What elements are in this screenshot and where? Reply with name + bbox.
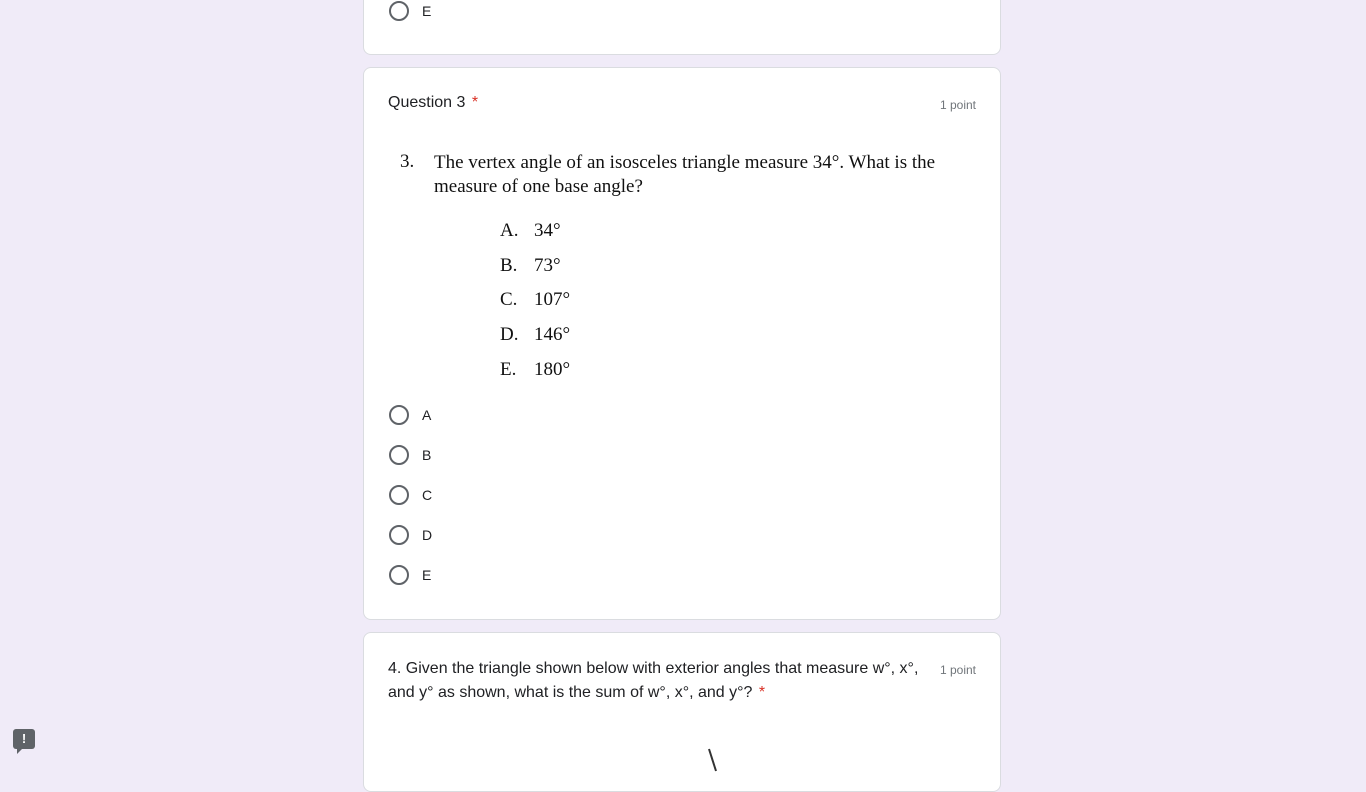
question-4-card: [363, 632, 1001, 792]
choice-value: 34°: [534, 220, 561, 241]
radio-option-e-prev[interactable]: [388, 0, 431, 23]
image-choice-e: [500, 359, 570, 381]
option-label: A: [422, 407, 432, 423]
radio-button[interactable]: [389, 485, 409, 505]
radio-button[interactable]: [389, 405, 409, 425]
choice-letter: B.: [500, 255, 518, 276]
required-asterisk: *: [471, 94, 479, 111]
option-label: E: [422, 567, 432, 583]
question-image-text: The vertex angle of an isosceles triangle measure 34°. What is the measure of one base angle?: [434, 152, 936, 197]
radio-button[interactable]: [389, 1, 409, 21]
question-image: [400, 150, 980, 386]
points-label: 1 point: [939, 663, 976, 677]
choice-value: 180°: [534, 359, 571, 380]
image-choice-d: [500, 324, 570, 346]
choice-value: 73°: [534, 255, 561, 276]
radio-option-a[interactable]: [388, 403, 431, 427]
choice-value: 107°: [534, 289, 571, 310]
previous-question-card: [363, 0, 1001, 55]
image-choice-a: [500, 220, 561, 242]
radio-button[interactable]: [389, 525, 409, 545]
choice-letter: E.: [500, 359, 517, 380]
radio-button[interactable]: [389, 565, 409, 585]
image-choice-b: [500, 255, 561, 277]
radio-option-b[interactable]: [388, 443, 431, 467]
choice-letter: A.: [500, 220, 519, 241]
option-label: D: [422, 527, 433, 543]
question-title-text: Question 3: [388, 94, 466, 111]
question-3-card: [363, 67, 1001, 620]
radio-option-e[interactable]: [388, 563, 431, 587]
report-feedback-icon[interactable]: [13, 729, 35, 749]
radio-button[interactable]: [389, 445, 409, 465]
choice-value: 146°: [534, 324, 571, 345]
choice-letter: D.: [500, 324, 519, 345]
question-title: [388, 657, 933, 705]
triangle-diagram-fragment: [704, 745, 724, 775]
image-choice-c: [500, 289, 570, 311]
required-asterisk: *: [758, 684, 766, 701]
option-label: B: [422, 447, 432, 463]
question-title-text: 4. Given the triangle shown below with exterior angles that measure w°, x°, and y° as shown, what is the sum of w°, x°, and y°?: [388, 660, 919, 701]
option-label: E: [422, 3, 432, 19]
choice-letter: C.: [500, 289, 518, 310]
option-label: C: [422, 487, 433, 503]
radio-option-d[interactable]: [388, 523, 432, 547]
points-label: 1 point: [939, 98, 976, 112]
question-title: [388, 94, 478, 112]
radio-option-c[interactable]: [388, 483, 432, 507]
question-image-number: 3.: [400, 151, 415, 172]
exclamation-icon: !: [21, 731, 27, 746]
